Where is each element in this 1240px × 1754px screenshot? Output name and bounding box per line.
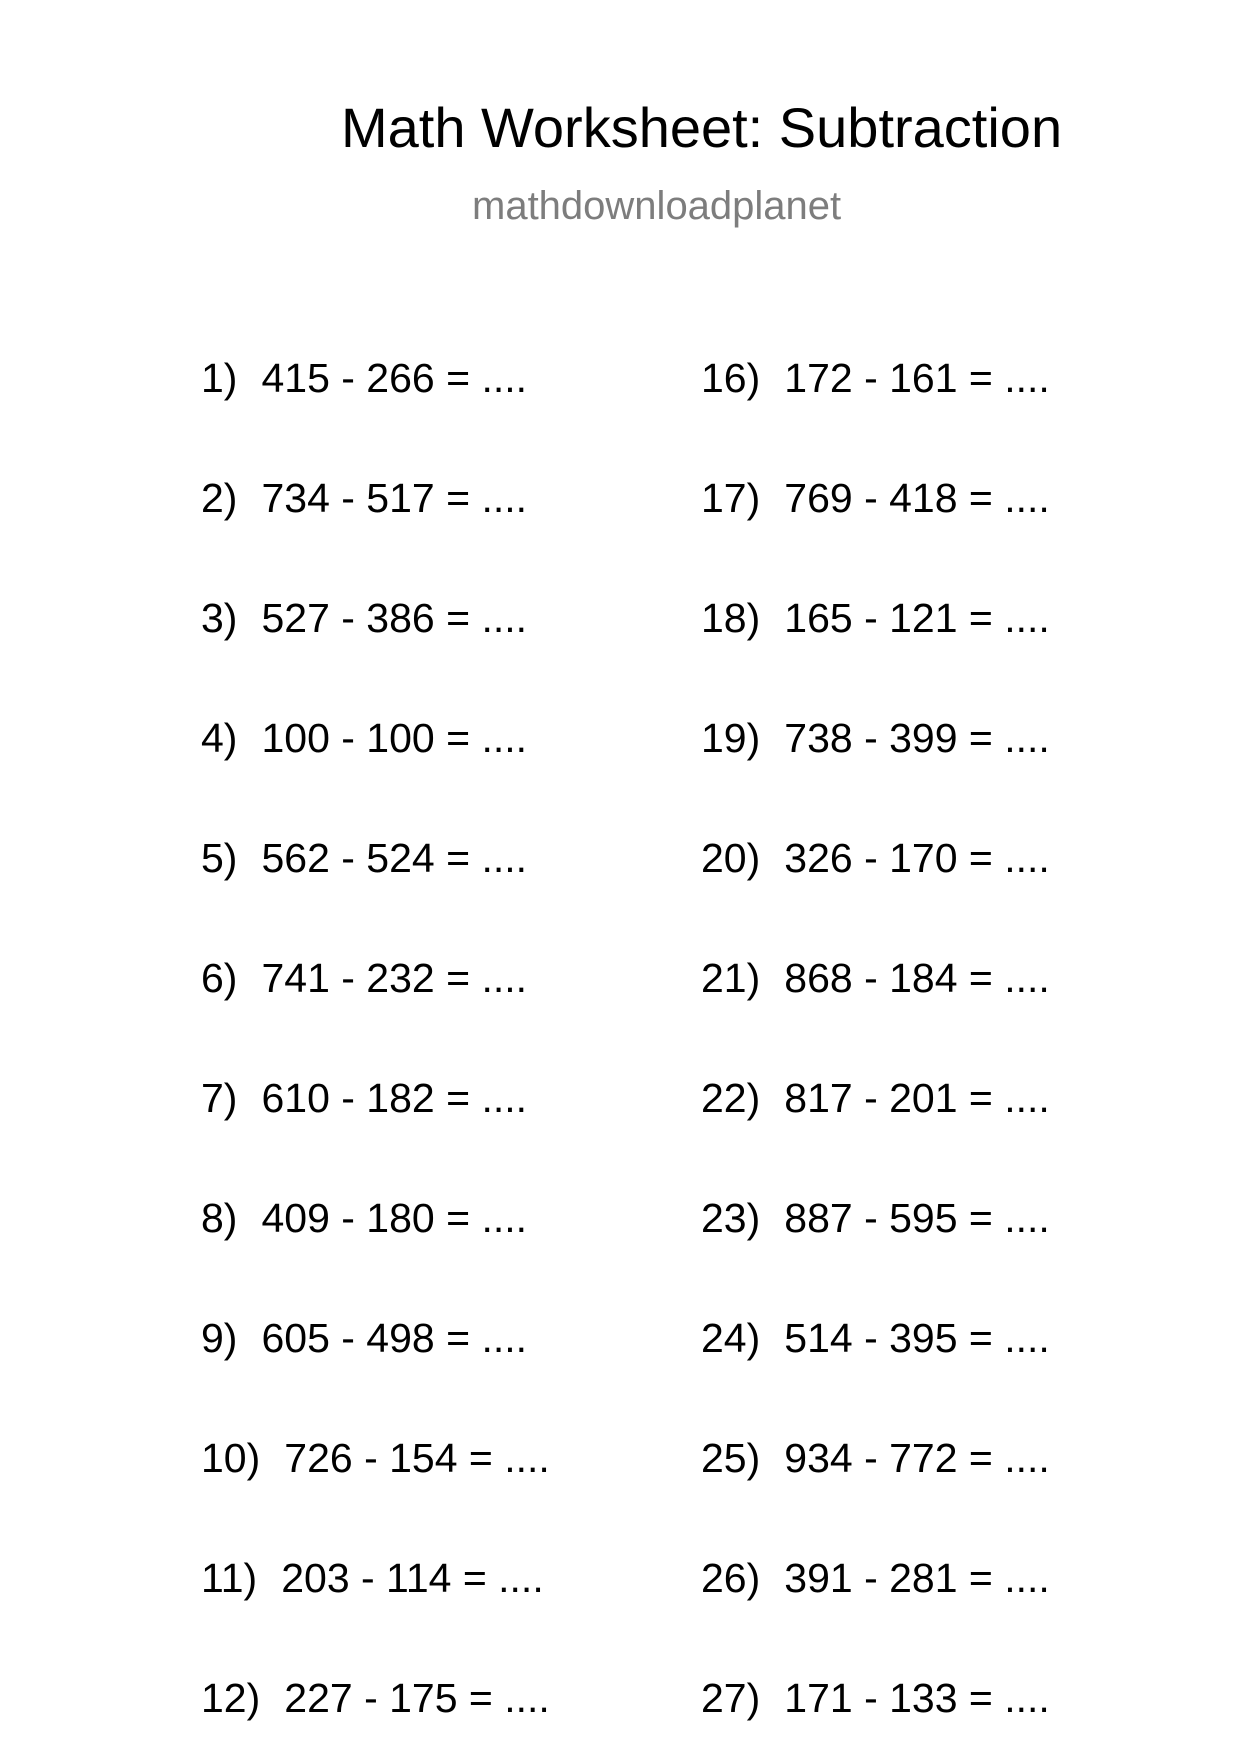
worksheet-subtitle: mathdownloadplanet	[472, 184, 842, 228]
problem-expression: 227 - 175 = ....	[284, 1675, 550, 1721]
problem-number: 18)	[701, 595, 761, 641]
problem-expression: 100 - 100 = ....	[261, 715, 528, 761]
problem-number: 22)	[701, 1075, 761, 1121]
problem-item	[701, 715, 1050, 761]
problem-expression: 887 - 595 = ....	[784, 1195, 1050, 1241]
problem-number: 5)	[201, 835, 238, 881]
problem-item	[201, 835, 528, 881]
problem-number: 24)	[701, 1315, 761, 1361]
problem-expression: 165 - 121 = ....	[784, 595, 1050, 641]
problem-number: 6)	[201, 955, 238, 1001]
problem-expression: 734 - 517 = ....	[261, 475, 528, 521]
problem-expression: 527 - 386 = ....	[261, 595, 528, 641]
problem-item	[701, 1675, 1050, 1721]
problem-expression: 326 - 170 = ....	[784, 835, 1050, 881]
problem-item	[701, 595, 1050, 641]
problem-expression: 817 - 201 = ....	[784, 1075, 1050, 1121]
problem-number: 7)	[201, 1075, 238, 1121]
problem-item	[201, 1075, 528, 1121]
problem-number: 11)	[201, 1555, 258, 1601]
problem-item	[701, 355, 1050, 401]
problem-item	[701, 1555, 1050, 1601]
problem-expression: 934 - 772 = ....	[784, 1435, 1050, 1481]
worksheet-title: Math Worksheet: Subtraction	[341, 96, 1063, 159]
problem-expression: 415 - 266 = ....	[261, 355, 528, 401]
problem-item	[201, 1675, 550, 1721]
problem-expression: 562 - 524 = ....	[261, 835, 528, 881]
problem-item	[701, 475, 1050, 521]
problem-item	[201, 355, 528, 401]
problem-item	[201, 1195, 528, 1241]
problem-item	[201, 595, 528, 641]
problem-expression: 172 - 161 = ....	[784, 355, 1050, 401]
problem-number: 21)	[701, 955, 761, 1001]
problem-expression: 769 - 418 = ....	[784, 475, 1050, 521]
problem-number: 9)	[201, 1315, 238, 1361]
problem-number: 1)	[201, 355, 238, 401]
problem-item	[701, 1315, 1050, 1361]
problem-item	[701, 1435, 1050, 1481]
problem-expression: 610 - 182 = ....	[261, 1075, 528, 1121]
problem-item	[201, 1435, 550, 1481]
problem-expression: 605 - 498 = ....	[261, 1315, 528, 1361]
problem-item	[201, 715, 528, 761]
problem-number: 26)	[701, 1555, 761, 1601]
problem-item	[701, 955, 1050, 1001]
problem-number: 16)	[701, 355, 761, 401]
problem-number: 12)	[201, 1675, 261, 1721]
problem-number: 19)	[701, 715, 761, 761]
problem-expression: 171 - 133 = ....	[784, 1675, 1050, 1721]
problem-expression: 409 - 180 = ....	[261, 1195, 528, 1241]
problem-number: 8)	[201, 1195, 238, 1241]
problem-number: 10)	[201, 1435, 261, 1481]
problem-item	[201, 1555, 544, 1601]
problem-number: 3)	[201, 595, 238, 641]
problem-number: 20)	[701, 835, 761, 881]
problem-expression: 514 - 395 = ....	[784, 1315, 1050, 1361]
problem-number: 27)	[701, 1675, 761, 1721]
problem-number: 23)	[701, 1195, 761, 1241]
problem-item	[701, 1195, 1050, 1241]
problem-item	[201, 1315, 528, 1361]
problem-expression: 203 - 114 = ....	[281, 1555, 544, 1601]
problem-item	[701, 835, 1050, 881]
problem-expression: 726 - 154 = ....	[284, 1435, 550, 1481]
problem-expression: 738 - 399 = ....	[784, 715, 1050, 761]
problem-number: 17)	[701, 475, 761, 521]
problem-number: 25)	[701, 1435, 761, 1481]
problem-item	[201, 955, 528, 1001]
problem-number: 2)	[201, 475, 238, 521]
problem-item	[701, 1075, 1050, 1121]
problem-number: 4)	[201, 715, 238, 761]
problem-expression: 868 - 184 = ....	[784, 955, 1050, 1001]
problem-expression: 391 - 281 = ....	[784, 1555, 1050, 1601]
problem-expression: 741 - 232 = ....	[261, 955, 528, 1001]
problem-item	[201, 475, 528, 521]
